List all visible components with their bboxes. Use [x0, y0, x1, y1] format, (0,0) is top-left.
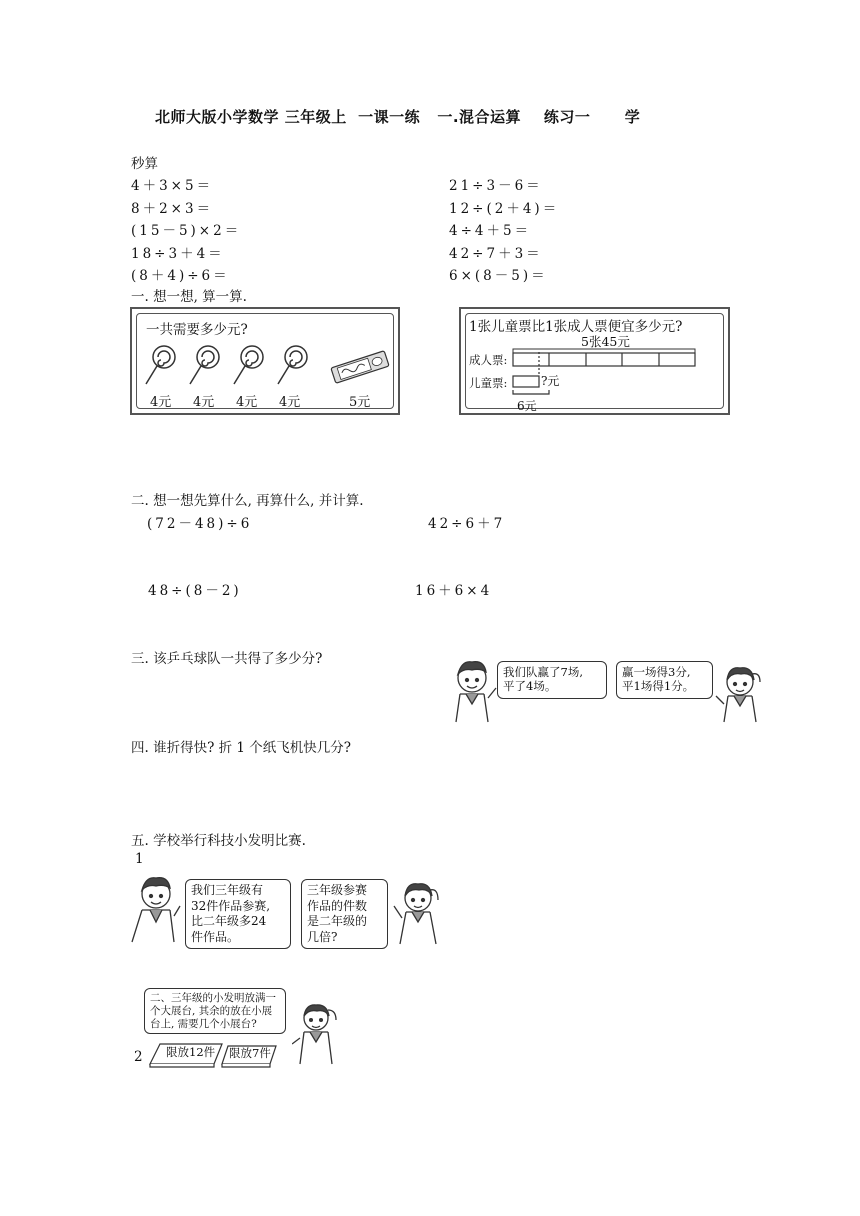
bubble-line: 三年级参赛 — [307, 883, 368, 897]
speech-bubble — [301, 879, 388, 949]
section-5-heading: 五. 学校举行科技小发明比赛. — [131, 833, 306, 849]
stand-label: 限放7件 — [229, 1046, 271, 1060]
mental-equation: 42÷7＋3＝ — [449, 245, 543, 262]
question-number: 1 — [135, 851, 144, 867]
speech-bubble — [616, 661, 713, 699]
section-1-heading: 一. 想一想, 算一算. — [131, 289, 247, 305]
mental-equation: 4＋3×5＝ — [131, 178, 214, 194]
expression: (72－48)÷6 — [147, 516, 253, 532]
section-3-heading: 三. 该乒乓球队一共得了多少分? — [131, 651, 323, 667]
bubble-line: 几倍? — [307, 929, 338, 944]
mental-equation: 6×(8－5)＝ — [449, 268, 548, 284]
mental-equation: 4÷4＋5＝ — [449, 223, 532, 239]
bubble-line: 我们三年级有 — [191, 883, 264, 897]
unknown-label: ?元 — [541, 374, 560, 388]
speech-bubble — [497, 661, 607, 699]
bubble-line: 台上, 需要几个小展台? — [150, 1018, 257, 1030]
stand-label: 限放12件 — [166, 1045, 216, 1059]
lollipop-icon — [146, 346, 175, 384]
lollipop-problem-box — [130, 307, 400, 415]
speech-bubble — [185, 879, 291, 949]
page-title: 北师大版小学数学 三年级上 一课一练 一.混合运算 练习一 学 — [155, 108, 641, 126]
girl-figure — [392, 880, 442, 946]
adult-label: 成人票: — [469, 353, 508, 367]
mental-equation: 18÷3＋4＝ — [131, 245, 225, 262]
chocolate-bar-icon — [328, 349, 392, 385]
girl-figure — [292, 1002, 342, 1066]
expression: 42÷6＋7 — [428, 516, 506, 532]
mental-equation: 12÷(2＋4)＝ — [449, 200, 560, 217]
bubble-line: 个大展台, 其余的放在小展 — [150, 1005, 273, 1017]
price-label: 4元 — [236, 395, 258, 410]
bubble-line: 比二年级多24 — [191, 914, 267, 928]
section-4-heading: 四. 谁折得快? 折 1 个纸飞机快几分? — [131, 740, 352, 756]
lollipop-question: 一共需要多少元? — [146, 322, 248, 338]
bubble-line: 平1场得1分。 — [622, 679, 695, 693]
expression: 16＋6×4 — [415, 583, 493, 599]
mental-right-column — [449, 174, 559, 287]
bubble-line: 32件作品参赛, — [191, 898, 271, 913]
ticket-question: 1张儿童票比1张成人票便宜多少元? — [469, 319, 683, 335]
ticket-problem-box — [459, 307, 730, 415]
bubble-line: 二、三年级的小发明放满一 — [150, 992, 276, 1004]
bubble-line: 件作品。 — [191, 929, 240, 944]
segment-diagram — [511, 352, 701, 412]
boy-figure — [452, 658, 502, 724]
question-number: 2 — [134, 1049, 143, 1065]
expression: 48÷(8－2) — [148, 583, 242, 599]
mental-equation: (8＋4)÷6＝ — [131, 268, 230, 284]
bubble-line: 我们队赢了7场, — [503, 665, 583, 679]
boy-figure — [128, 874, 182, 944]
mental-equation: (15－5)×2＝ — [131, 223, 242, 239]
bubble-line: 平了4场。 — [503, 679, 557, 693]
lollipop-icon — [278, 346, 307, 384]
bubble-line: 赢一场得3分, — [622, 665, 691, 679]
child-label: 儿童票: — [469, 376, 508, 390]
lollipop-icon — [190, 346, 219, 384]
lollipop-icon — [234, 346, 263, 384]
mental-equation: 8＋2×3＝ — [131, 200, 214, 217]
lollipop-icons — [140, 339, 320, 389]
price-label: 4元 — [279, 395, 301, 410]
girl-figure — [714, 664, 762, 724]
price-label: 4元 — [150, 395, 172, 410]
mental-equation: 21÷3－6＝ — [449, 178, 543, 194]
diff-label: 6元 — [517, 399, 537, 413]
mental-heading: 秒算 — [131, 156, 158, 172]
total-label: 5张45元 — [581, 334, 630, 349]
price-label: 4元 — [193, 395, 215, 410]
section-2-heading: 二. 想一想先算什么, 再算什么, 并计算. — [131, 493, 364, 509]
bubble-line: 作品的件数 — [307, 898, 368, 913]
bubble-line: 是二年级的 — [307, 914, 368, 928]
price-label: 5元 — [349, 395, 371, 410]
mental-left-column — [131, 174, 241, 287]
speech-bubble — [144, 988, 286, 1034]
